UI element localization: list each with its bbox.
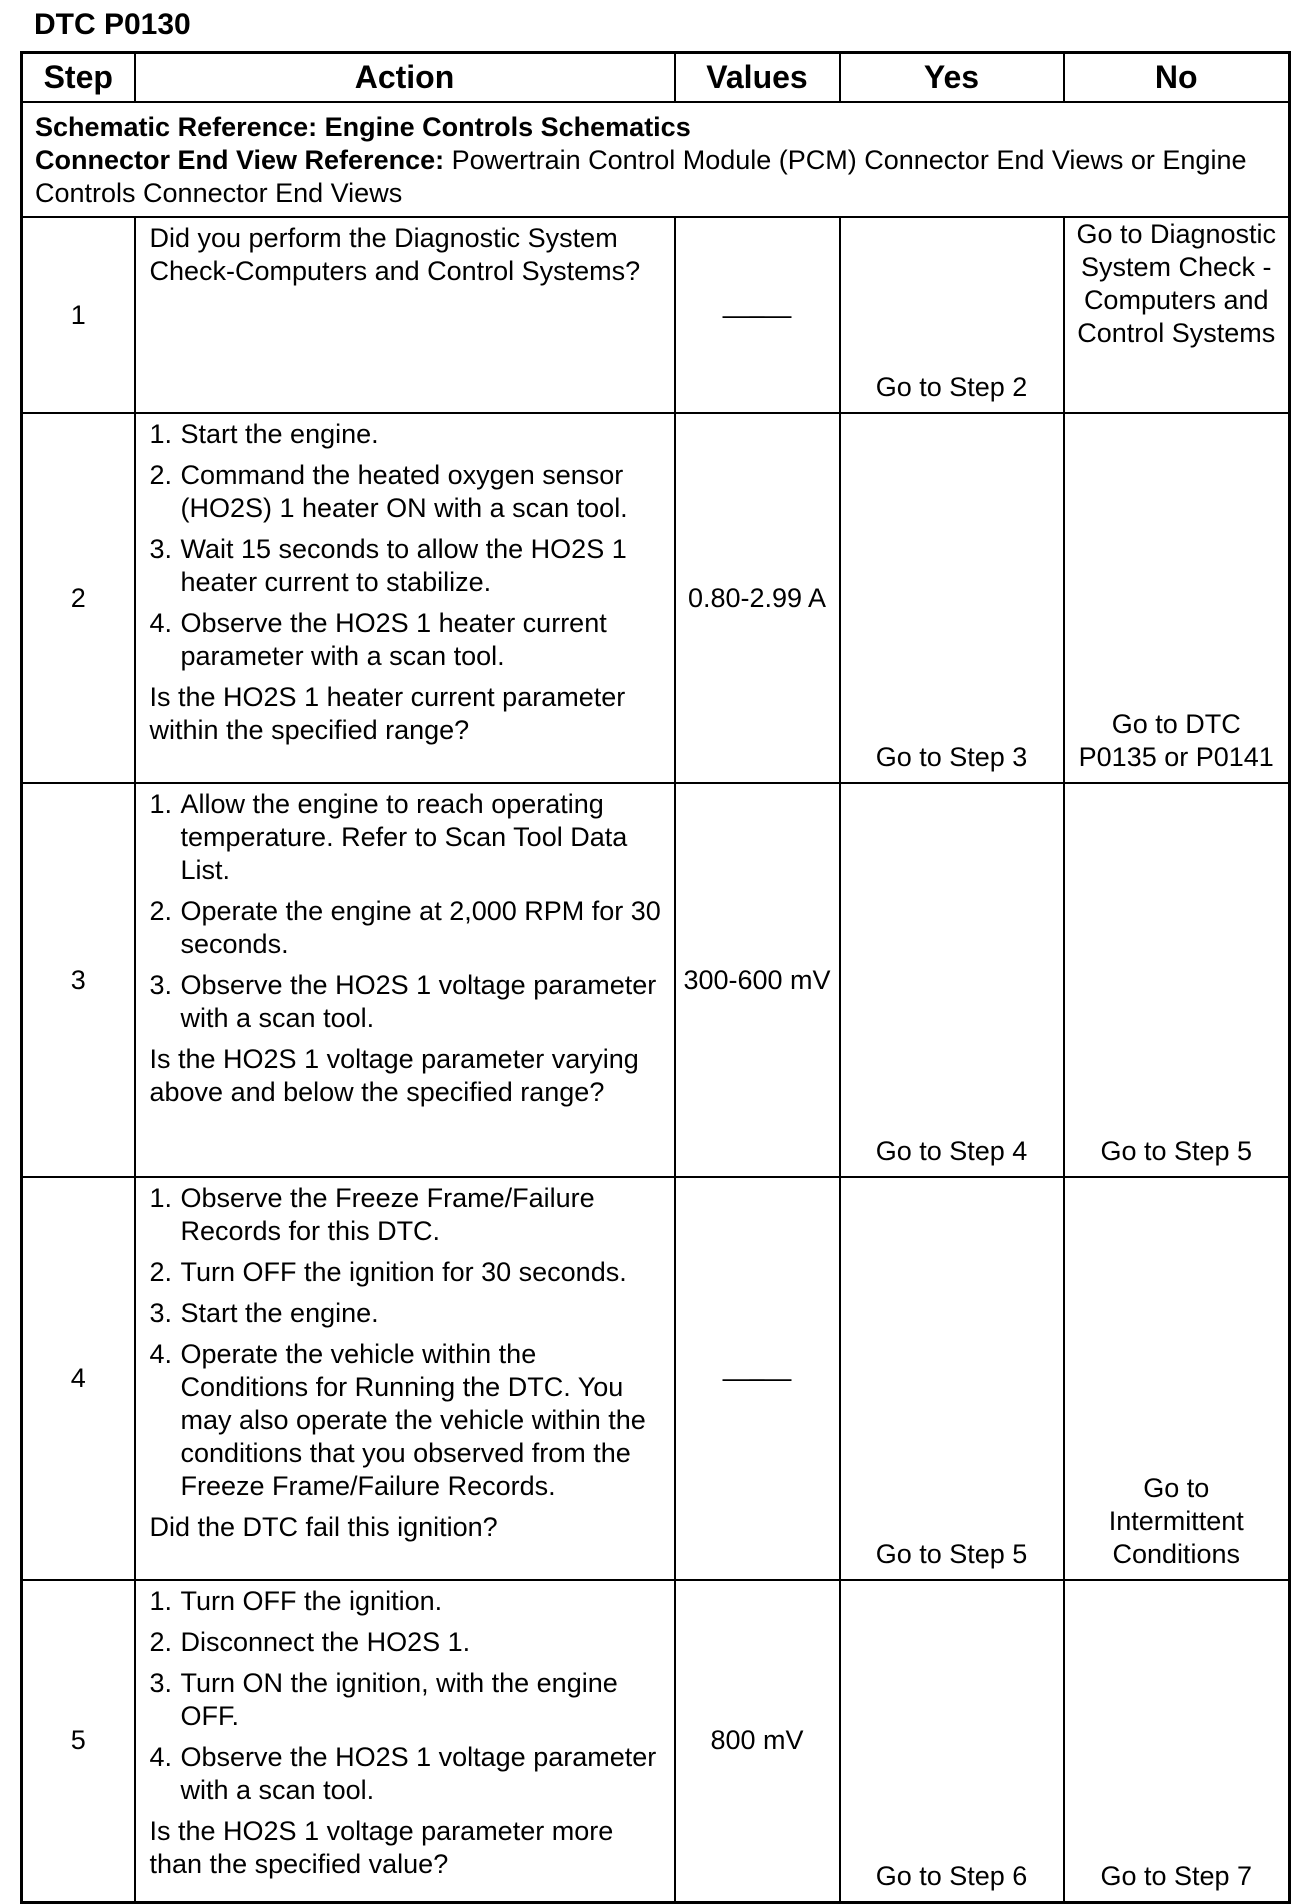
action-item: 4. Observe the HO2S 1 heater current parameter with a scan tool.	[149, 608, 607, 671]
connector-reference-text: Powertrain Control Module (PCM) Connector End Views or Engine Controls Connector End Views	[35, 145, 1247, 208]
action-question: Did you perform the Diagnostic System Check-Computers and Control Systems?	[149, 223, 641, 286]
action-item: 2. Operate the engine at 2,000 RPM for 30 seconds.	[149, 896, 661, 959]
no-cell: Go to DTC P0135 or P0141	[1064, 413, 1290, 783]
step-number: 3	[22, 783, 135, 1177]
schematic-reference: Schematic Reference: Engine Controls Schematics	[35, 112, 691, 142]
action-item: 1. Start the engine.	[149, 419, 379, 449]
step-number: 4	[22, 1177, 135, 1580]
action-list	[150, 1182, 662, 1503]
connector-reference-label: Connector End View Reference:	[35, 145, 445, 175]
table-row	[22, 413, 1290, 783]
document-title: DTC P0130	[34, 8, 191, 41]
action-item: 3. Start the engine.	[149, 1298, 379, 1328]
yes-cell: Go to Step 3	[840, 413, 1064, 783]
yes-cell: Go to Step 6	[840, 1580, 1064, 1902]
diagnostic-table	[20, 51, 1291, 1904]
action-item: 3. Wait 15 seconds to allow the HO2S 1 heater current to stabilize.	[149, 534, 627, 597]
step-number: 1	[22, 217, 135, 413]
no-cell: Go to Step 7	[1064, 1580, 1290, 1902]
action-item: 3. Turn ON the ignition, with the engine OFF.	[149, 1668, 618, 1731]
value-cell: —–—	[675, 1177, 840, 1580]
reference-row	[22, 102, 1290, 217]
value-cell: 800 mV	[675, 1580, 840, 1902]
table-row	[22, 217, 1290, 413]
action-question: Did the DTC fail this ignition?	[149, 1512, 498, 1542]
reference-cell	[22, 102, 1290, 217]
action-cell	[135, 1177, 675, 1580]
action-item: 1. Turn OFF the ignition.	[149, 1586, 443, 1616]
table-row	[22, 783, 1290, 1177]
no-cell: Go to Intermittent Conditions	[1064, 1177, 1290, 1580]
action-cell	[135, 783, 675, 1177]
step-number: 2	[22, 413, 135, 783]
table-row	[22, 1580, 1290, 1902]
action-question: Is the HO2S 1 heater current parameter within the specified range?	[149, 682, 626, 745]
header-yes: Yes	[840, 53, 1064, 103]
action-item: 4. Observe the HO2S 1 voltage parameter with a scan tool.	[149, 1742, 657, 1805]
action-item: 1. Observe the Freeze Frame/Failure Records for this DTC.	[149, 1183, 595, 1246]
value-cell: —–—	[675, 217, 840, 413]
value-cell: 300-600 mV	[675, 783, 840, 1177]
action-list	[150, 788, 662, 1035]
yes-cell: Go to Step 5	[840, 1177, 1064, 1580]
yes-cell: Go to Step 4	[840, 783, 1064, 1177]
action-item: 1. Allow the engine to reach operating temperature. Refer to Scan Tool Data List.	[149, 789, 628, 885]
action-item: 2. Turn OFF the ignition for 30 seconds.	[149, 1257, 627, 1287]
table-row	[22, 1177, 1290, 1580]
header-action: Action	[135, 53, 675, 103]
action-list	[150, 418, 662, 673]
action-question: Is the HO2S 1 voltage parameter varying above and below the specified range?	[149, 1044, 639, 1107]
header-row	[22, 53, 1290, 103]
header-no: No	[1064, 53, 1290, 103]
action-question: Is the HO2S 1 voltage parameter more than the specified value?	[149, 1816, 614, 1879]
no-cell: Go to Diagnostic System Check - Computers and Control Systems	[1064, 217, 1290, 413]
action-cell	[135, 413, 675, 783]
header-values: Values	[675, 53, 840, 103]
action-list	[150, 1585, 662, 1807]
step-number: 5	[22, 1580, 135, 1902]
yes-cell: Go to Step 2	[840, 217, 1064, 413]
action-cell	[135, 1580, 675, 1902]
action-item: 2. Disconnect the HO2S 1.	[149, 1627, 471, 1657]
header-step: Step	[22, 53, 135, 103]
action-item: 3. Observe the HO2S 1 voltage parameter with a scan tool.	[149, 970, 657, 1033]
no-cell: Go to Step 5	[1064, 783, 1290, 1177]
action-cell	[135, 217, 675, 413]
action-item: 4. Operate the vehicle within the Conditions for Running the DTC. You may also operate the vehicle within the conditions that you observed from the Freeze Frame/Failure Records.	[149, 1339, 646, 1501]
value-cell: 0.80-2.99 A	[675, 413, 840, 783]
action-item: 2. Command the heated oxygen sensor (HO2S) 1 heater ON with a scan tool.	[149, 460, 628, 523]
